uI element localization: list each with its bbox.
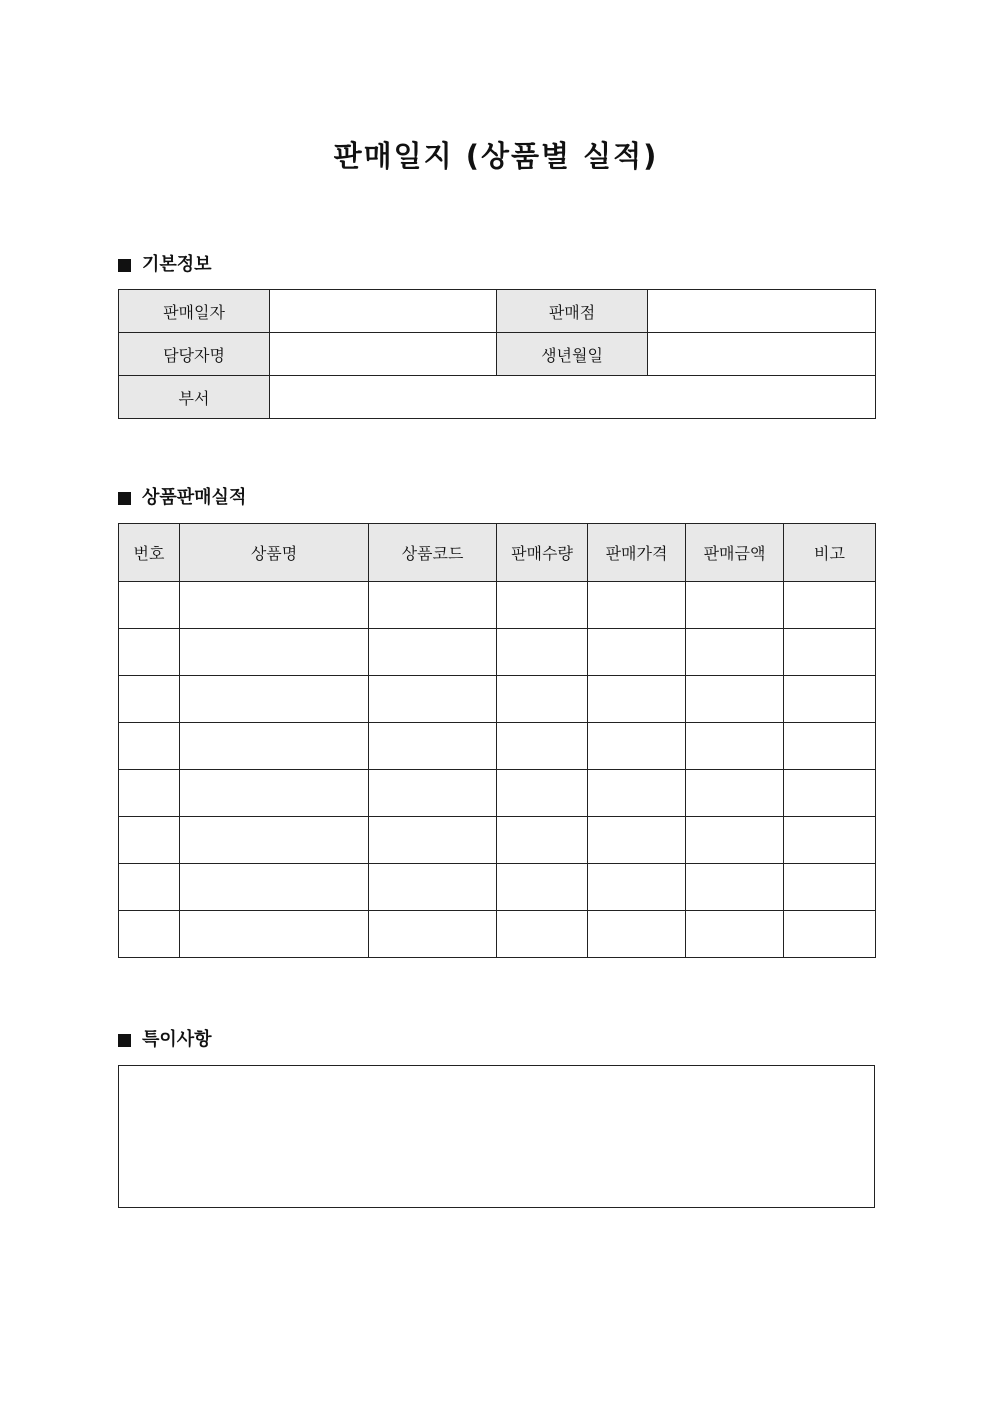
table-cell[interactable] — [784, 864, 876, 911]
table-row — [119, 911, 876, 958]
table-row — [119, 817, 876, 864]
table-cell[interactable] — [686, 817, 784, 864]
notes-box[interactable] — [118, 1065, 875, 1208]
square-bullet-icon — [118, 1034, 131, 1047]
table-cell[interactable] — [784, 629, 876, 676]
table-cell[interactable] — [369, 864, 497, 911]
table-cell[interactable] — [119, 911, 180, 958]
column-header-price: 판매가격 — [588, 524, 686, 582]
table-cell[interactable] — [497, 817, 588, 864]
table-cell[interactable] — [180, 629, 369, 676]
table-row — [119, 864, 876, 911]
sales-heading — [118, 486, 246, 510]
column-header-remarks: 비고 — [784, 524, 876, 582]
table-cell[interactable] — [686, 629, 784, 676]
table-cell[interactable] — [588, 582, 686, 629]
table-cell[interactable] — [369, 582, 497, 629]
sale-date-label: 판매일자 — [119, 290, 270, 333]
table-cell[interactable] — [784, 911, 876, 958]
table-cell[interactable] — [784, 676, 876, 723]
sales-heading-text: 상품판매실적 — [142, 487, 247, 508]
table-cell[interactable] — [588, 817, 686, 864]
sales-table — [118, 523, 876, 958]
table-cell[interactable] — [369, 723, 497, 770]
table-cell[interactable] — [369, 817, 497, 864]
table-cell[interactable] — [686, 911, 784, 958]
table-cell[interactable] — [119, 629, 180, 676]
table-cell[interactable] — [588, 723, 686, 770]
table-cell[interactable] — [588, 864, 686, 911]
table-cell[interactable] — [119, 676, 180, 723]
table-row — [119, 582, 876, 629]
table-cell[interactable] — [497, 629, 588, 676]
table-row — [119, 629, 876, 676]
table-cell[interactable] — [180, 770, 369, 817]
table-cell[interactable] — [686, 723, 784, 770]
manager-label: 담당자명 — [119, 333, 270, 376]
table-cell[interactable] — [497, 864, 588, 911]
table-cell[interactable] — [180, 582, 369, 629]
table-cell[interactable] — [686, 582, 784, 629]
table-cell[interactable] — [119, 582, 180, 629]
table-cell[interactable] — [497, 582, 588, 629]
basic-info-heading-text: 기본정보 — [142, 254, 212, 275]
table-cell[interactable] — [119, 864, 180, 911]
table-cell[interactable] — [686, 676, 784, 723]
table-cell[interactable] — [369, 629, 497, 676]
table-cell[interactable] — [119, 817, 180, 864]
notes-heading — [118, 1028, 212, 1052]
table-row — [119, 770, 876, 817]
department-label: 부서 — [119, 376, 270, 419]
table-cell[interactable] — [686, 770, 784, 817]
square-bullet-icon — [118, 492, 131, 505]
table-cell[interactable] — [497, 911, 588, 958]
column-header-quantity: 판매수량 — [497, 524, 588, 582]
store-field[interactable] — [648, 290, 876, 333]
birthdate-label: 생년월일 — [497, 333, 648, 376]
notes-heading-text: 특이사항 — [142, 1029, 212, 1050]
table-cell[interactable] — [784, 770, 876, 817]
table-cell[interactable] — [497, 770, 588, 817]
column-header-amount: 판매금액 — [686, 524, 784, 582]
birthdate-field[interactable] — [648, 333, 876, 376]
table-row — [119, 676, 876, 723]
store-label: 판매점 — [497, 290, 648, 333]
table-cell[interactable] — [686, 864, 784, 911]
manager-field[interactable] — [270, 333, 497, 376]
table-cell[interactable] — [784, 582, 876, 629]
table-cell[interactable] — [497, 723, 588, 770]
page-title: 판매일지 (상품별 실적) — [333, 139, 659, 173]
table-cell[interactable] — [180, 864, 369, 911]
square-bullet-icon — [118, 259, 131, 272]
sale-date-field[interactable] — [270, 290, 497, 333]
table-cell[interactable] — [119, 770, 180, 817]
column-header-product-name: 상품명 — [180, 524, 369, 582]
table-cell[interactable] — [119, 723, 180, 770]
table-cell[interactable] — [369, 911, 497, 958]
department-field[interactable] — [270, 376, 876, 419]
table-cell[interactable] — [180, 911, 369, 958]
table-cell[interactable] — [784, 817, 876, 864]
basic-info-heading — [118, 253, 212, 277]
table-row — [119, 723, 876, 770]
column-header-product-code: 상품코드 — [369, 524, 497, 582]
basic-info-table — [118, 289, 876, 419]
table-cell[interactable] — [588, 629, 686, 676]
table-cell[interactable] — [497, 676, 588, 723]
table-cell[interactable] — [180, 723, 369, 770]
table-cell[interactable] — [180, 676, 369, 723]
table-cell[interactable] — [180, 817, 369, 864]
table-cell[interactable] — [369, 676, 497, 723]
table-cell[interactable] — [588, 770, 686, 817]
column-header-number: 번호 — [119, 524, 180, 582]
table-cell[interactable] — [369, 770, 497, 817]
table-cell[interactable] — [784, 723, 876, 770]
table-cell[interactable] — [588, 911, 686, 958]
sales-header-row — [119, 524, 876, 582]
table-cell[interactable] — [588, 676, 686, 723]
